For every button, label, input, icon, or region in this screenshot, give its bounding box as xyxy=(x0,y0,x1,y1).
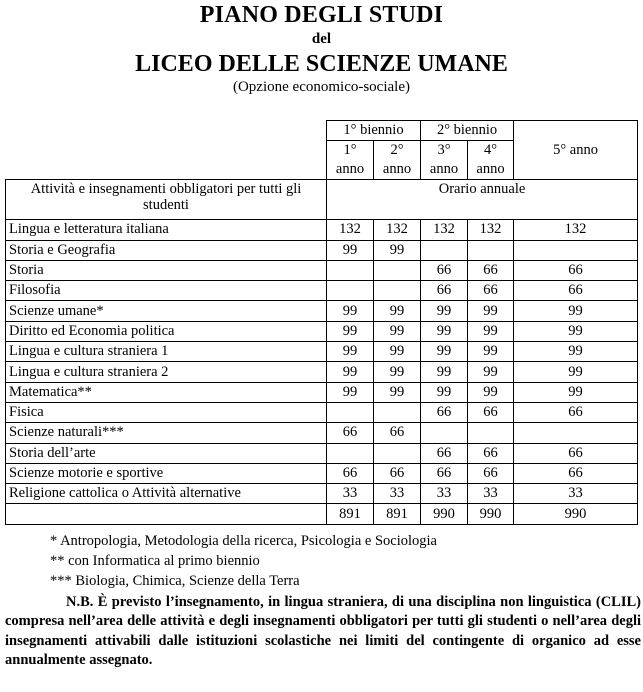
hours-cell: 99 xyxy=(327,301,374,321)
hours-cell xyxy=(514,423,638,443)
hours-cell xyxy=(468,423,514,443)
title-connector: del xyxy=(311,31,332,47)
school-option: (Opzione economico-sociale) xyxy=(232,79,410,95)
hours-cell: 33 xyxy=(514,484,638,504)
total-hours-cell: 990 xyxy=(421,504,468,524)
hours-cell: 66 xyxy=(421,281,468,301)
subject-name: Religione cattolica o Attività alternative xyxy=(6,484,327,504)
subject-name: Diritto ed Economia politica xyxy=(6,321,327,341)
year-1: 1° anno xyxy=(327,141,374,180)
hours-cell: 99 xyxy=(468,362,514,382)
school-name: LICEO DELLE SCIENZE UMANE xyxy=(135,51,508,77)
study-plan-table xyxy=(5,120,638,525)
hours-cell: 66 xyxy=(468,260,514,280)
hours-cell: 99 xyxy=(514,342,638,362)
hours-cell: 99 xyxy=(514,362,638,382)
hours-cell: 99 xyxy=(327,240,374,260)
subject-name: Filosofia xyxy=(6,281,327,301)
hours-cell: 99 xyxy=(374,301,421,321)
hours-cell xyxy=(468,240,514,260)
hours-cell: 99 xyxy=(514,382,638,402)
year-2: 2° anno xyxy=(374,141,421,180)
totals-label-cell xyxy=(6,504,327,524)
hours-cell: 99 xyxy=(468,301,514,321)
hours-cell: 99 xyxy=(327,342,374,362)
total-hours-cell: 891 xyxy=(374,504,421,524)
empty-corner-cell xyxy=(6,121,327,141)
table-row xyxy=(6,342,638,362)
hours-cell xyxy=(374,260,421,280)
hours-cell: 99 xyxy=(421,321,468,341)
hours-cell: 99 xyxy=(514,321,638,341)
subject-name: Storia e Geografia xyxy=(6,240,327,260)
hours-cell: 66 xyxy=(468,443,514,463)
empty-corner-cell xyxy=(6,141,327,180)
totals-row xyxy=(6,504,638,524)
table-row xyxy=(6,281,638,301)
hours-cell: 99 xyxy=(421,382,468,402)
hours-cell xyxy=(514,240,638,260)
table-row xyxy=(6,484,638,504)
subject-name: Lingua e cultura straniera 2 xyxy=(6,362,327,382)
hours-cell: 99 xyxy=(327,321,374,341)
hours-cell: 66 xyxy=(327,463,374,483)
subject-name: Storia dell’arte xyxy=(6,443,327,463)
subject-name: Scienze naturali*** xyxy=(6,423,327,443)
total-hours-cell: 990 xyxy=(468,504,514,524)
table-row xyxy=(6,382,638,402)
hours-cell: 99 xyxy=(374,362,421,382)
subject-column-header: Attività e insegnamenti obbligatori per tutti gli studenti xyxy=(6,180,327,220)
period-biennio-2: 2° biennio xyxy=(421,121,514,141)
hours-cell: 66 xyxy=(421,443,468,463)
table-row xyxy=(6,220,638,240)
hours-cell: 66 xyxy=(514,281,638,301)
hours-cell: 99 xyxy=(374,240,421,260)
hours-column-header: Orario annuale xyxy=(327,180,638,220)
period-quinto-anno: 5° anno xyxy=(514,121,638,180)
hours-cell: 99 xyxy=(468,342,514,362)
hours-cell: 66 xyxy=(374,423,421,443)
nb-text: N.B. È previsto l’insegnamento, in lingua straniera, di una disciplina non linguistica (CLIL) compresa nell’area delle attività e degli insegnamenti obbligatori per tutti gli studenti o nell’area degli insegnamenti attivabili dalle istituzioni scolastiche nei limiti del contingente di organico ad esse annualmente assegnato. xyxy=(5,594,641,669)
hours-cell: 99 xyxy=(468,321,514,341)
total-hours-cell: 891 xyxy=(327,504,374,524)
table-row xyxy=(6,402,638,422)
hours-cell: 66 xyxy=(468,281,514,301)
footnote-3: *** Biologia, Chimica, Scienze della Terra xyxy=(50,573,300,589)
nb-paragraph xyxy=(5,593,641,671)
hours-cell xyxy=(421,240,468,260)
hours-cell: 132 xyxy=(327,220,374,240)
hours-cell: 99 xyxy=(514,301,638,321)
year-4: 4° anno xyxy=(468,141,514,180)
hours-cell xyxy=(327,260,374,280)
hours-cell: 99 xyxy=(327,382,374,402)
hours-cell: 99 xyxy=(421,342,468,362)
hours-cell: 33 xyxy=(327,484,374,504)
subject-name: Matematica** xyxy=(6,382,327,402)
hours-cell: 99 xyxy=(327,362,374,382)
hours-cell xyxy=(327,443,374,463)
period-header-row xyxy=(6,121,638,141)
hours-cell: 132 xyxy=(468,220,514,240)
hours-cell: 66 xyxy=(421,260,468,280)
hours-cell: 99 xyxy=(421,362,468,382)
table-row xyxy=(6,362,638,382)
hours-cell: 66 xyxy=(374,463,421,483)
hours-cell: 99 xyxy=(468,382,514,402)
hours-cell: 66 xyxy=(514,443,638,463)
hours-cell xyxy=(374,402,421,422)
hours-cell: 66 xyxy=(421,463,468,483)
subject-name: Scienze umane* xyxy=(6,301,327,321)
total-hours-cell: 990 xyxy=(514,504,638,524)
hours-cell: 33 xyxy=(374,484,421,504)
table-row xyxy=(6,301,638,321)
hours-cell: 132 xyxy=(514,220,638,240)
subject-name: Scienze motorie e sportive xyxy=(6,463,327,483)
hours-cell xyxy=(374,281,421,301)
table-row xyxy=(6,443,638,463)
hours-cell xyxy=(421,423,468,443)
hours-cell: 99 xyxy=(374,382,421,402)
table-row xyxy=(6,260,638,280)
table-row xyxy=(6,463,638,483)
hours-cell: 66 xyxy=(468,463,514,483)
hours-cell: 66 xyxy=(514,463,638,483)
hours-cell: 66 xyxy=(327,423,374,443)
subject-name: Lingua e letteratura italiana xyxy=(6,220,327,240)
hours-cell: 99 xyxy=(374,321,421,341)
hours-cell: 132 xyxy=(421,220,468,240)
subject-name: Fisica xyxy=(6,402,327,422)
footnote-1: * Antropologia, Metodologia della ricerca, Psicologia e Sociologia xyxy=(50,533,437,549)
hours-cell: 99 xyxy=(374,342,421,362)
hours-cell: 66 xyxy=(421,402,468,422)
hours-cell xyxy=(374,443,421,463)
hours-cell: 66 xyxy=(514,260,638,280)
table-row xyxy=(6,423,638,443)
column-header-row xyxy=(6,180,638,220)
hours-cell xyxy=(327,402,374,422)
hours-cell: 66 xyxy=(514,402,638,422)
footnotes xyxy=(50,531,437,591)
year-3: 3° anno xyxy=(421,141,468,180)
footnote-2: ** con Informatica al primo biennio xyxy=(50,553,260,569)
hours-cell: 132 xyxy=(374,220,421,240)
hours-cell: 66 xyxy=(468,402,514,422)
subject-name: Lingua e cultura straniera 1 xyxy=(6,342,327,362)
hours-cell: 99 xyxy=(421,301,468,321)
subject-name: Storia xyxy=(6,260,327,280)
hours-cell: 33 xyxy=(468,484,514,504)
table-row xyxy=(6,321,638,341)
table-row xyxy=(6,240,638,260)
period-biennio-1: 1° biennio xyxy=(327,121,421,141)
hours-cell xyxy=(327,281,374,301)
document-title: PIANO DEGLI STUDI xyxy=(199,2,444,28)
hours-cell: 33 xyxy=(421,484,468,504)
